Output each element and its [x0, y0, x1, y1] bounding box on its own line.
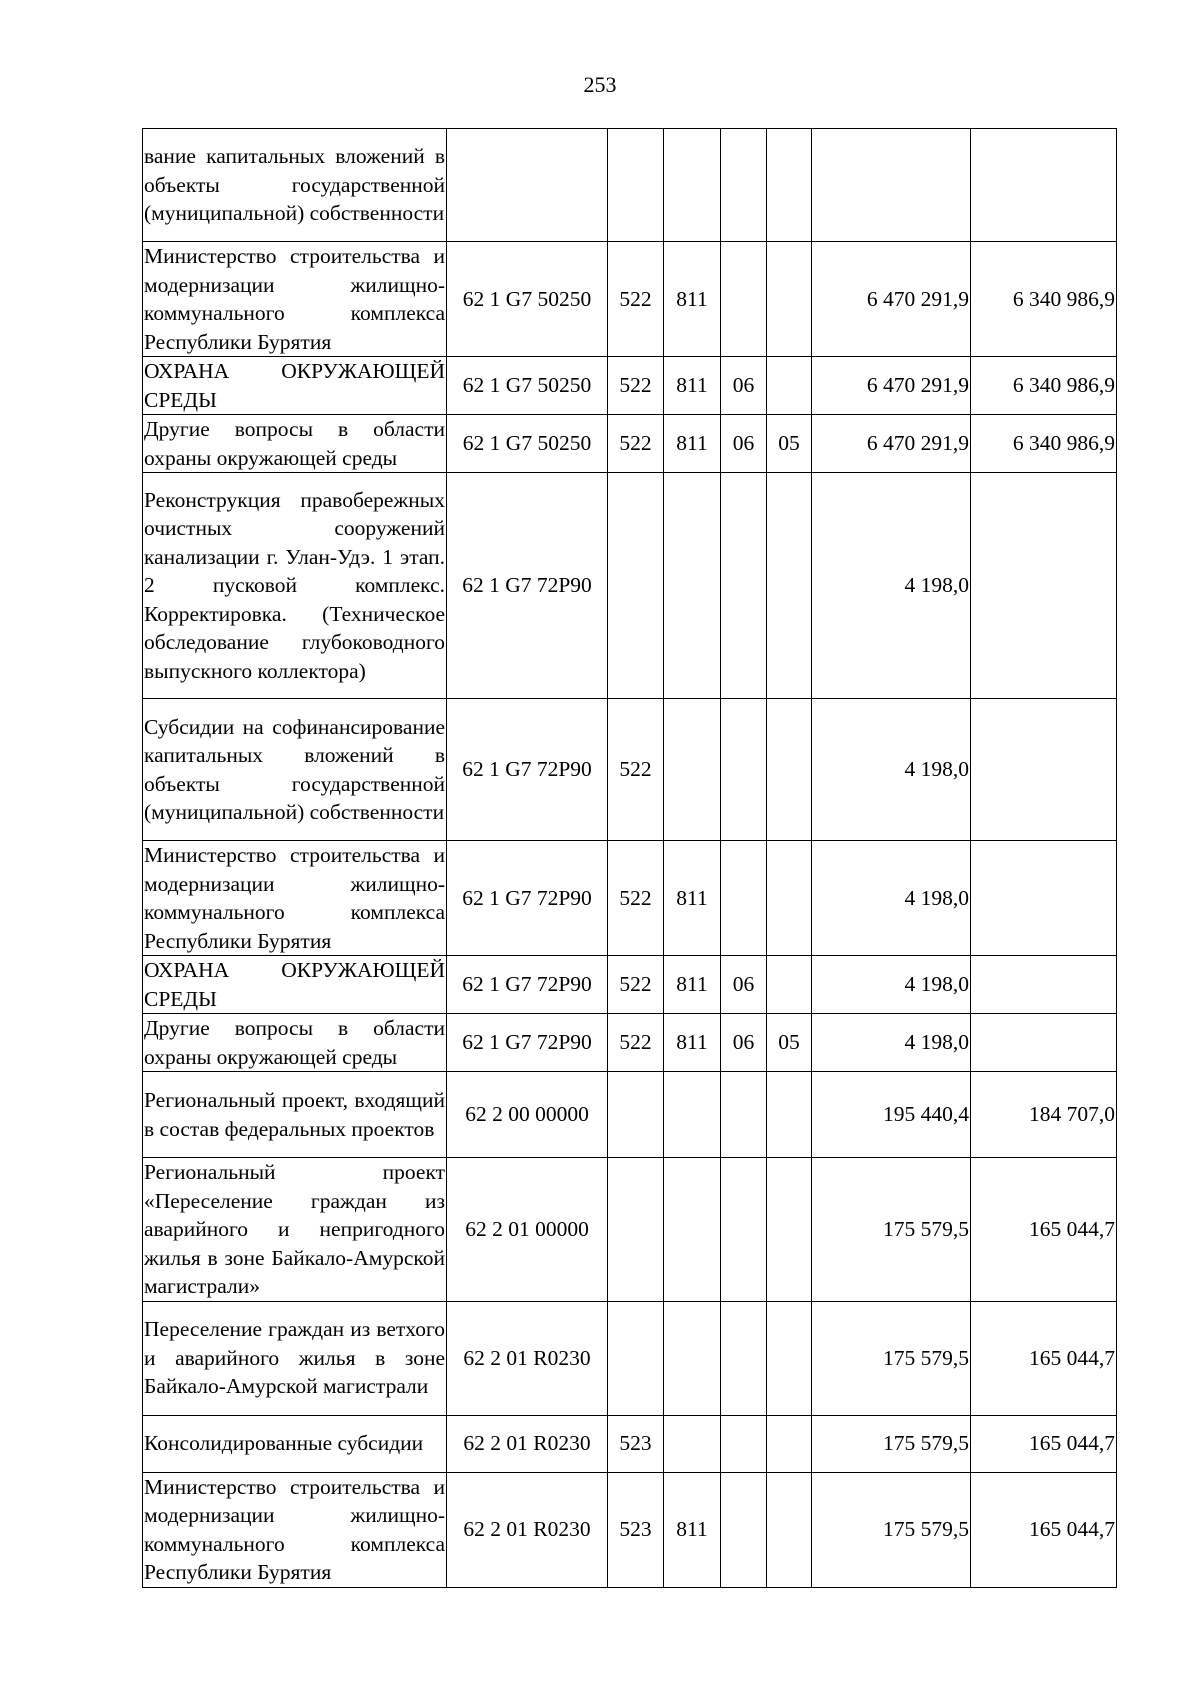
cell-subsection — [767, 1415, 812, 1472]
cell-sum-1: 175 579,5 — [812, 1415, 971, 1472]
cell-sum-2 — [971, 699, 1117, 841]
cell-subsection — [767, 1158, 812, 1302]
cell-expense-type — [608, 1301, 664, 1415]
cell-section: 06 — [721, 415, 767, 473]
table-row — [143, 415, 1117, 473]
cell-section — [721, 1158, 767, 1302]
cell-expense-type — [608, 473, 664, 699]
cell-target-code: 62 1 G7 72P90 — [447, 699, 608, 841]
cell-subsection: 05 — [767, 1014, 812, 1072]
cell-expense-type: 522 — [608, 415, 664, 473]
cell-subsection — [767, 841, 812, 956]
cell-sum-1: 175 579,5 — [812, 1301, 971, 1415]
cell-name: Другие вопросы в области охраны окружающей среды — [143, 1014, 447, 1072]
cell-sum-2: 6 340 986,9 — [971, 415, 1117, 473]
cell-sum-1: 195 440,4 — [812, 1072, 971, 1158]
table-row — [143, 1472, 1117, 1587]
table-row — [143, 841, 1117, 956]
cell-name: Министерство строительства и модернизации жилищно-коммунального комплекса Республики Бурятия — [143, 242, 447, 357]
cell-section — [721, 1301, 767, 1415]
cell-name: Министерство строительства и модернизации жилищно-коммунального комплекса Республики Бурятия — [143, 1472, 447, 1587]
cell-expense-type — [608, 1072, 664, 1158]
cell-subsection — [767, 242, 812, 357]
cell-expense-type: 522 — [608, 956, 664, 1014]
cell-name: Другие вопросы в области охраны окружающей среды — [143, 415, 447, 473]
budget-table — [142, 128, 1117, 1588]
cell-target-code: 62 2 01 R0230 — [447, 1415, 608, 1472]
cell-target-code — [447, 129, 608, 242]
cell-sum-2: 165 044,7 — [971, 1158, 1117, 1302]
page-number: 253 — [583, 72, 617, 97]
cell-name: ОХРАНА ОКРУЖАЮЩЕЙ СРЕДЫ — [143, 956, 447, 1014]
cell-section — [721, 242, 767, 357]
cell-subsection — [767, 129, 812, 242]
cell-name: Реконструкция правобережных очистных сооружений канализации г. Улан-Удэ. 1 этап. 2 пусковой комплекс. Корректировка. (Техническое обследование глубоководного выпускного коллектора) — [143, 473, 447, 699]
cell-grbs: 811 — [664, 1014, 721, 1072]
cell-section: 06 — [721, 1014, 767, 1072]
cell-sum-1: 4 198,0 — [812, 956, 971, 1014]
cell-expense-type: 522 — [608, 1014, 664, 1072]
cell-grbs — [664, 1415, 721, 1472]
table-row — [143, 473, 1117, 699]
cell-sum-1: 4 198,0 — [812, 841, 971, 956]
table-row — [143, 1301, 1117, 1415]
cell-subsection — [767, 1301, 812, 1415]
cell-expense-type — [608, 1158, 664, 1302]
cell-sum-1: 175 579,5 — [812, 1472, 971, 1587]
cell-subsection — [767, 473, 812, 699]
cell-grbs: 811 — [664, 1472, 721, 1587]
cell-grbs: 811 — [664, 956, 721, 1014]
cell-section: 06 — [721, 357, 767, 415]
table-row — [143, 1158, 1117, 1302]
cell-sum-1: 6 470 291,9 — [812, 415, 971, 473]
cell-grbs — [664, 1301, 721, 1415]
cell-target-code: 62 2 01 00000 — [447, 1158, 608, 1302]
cell-name: Субсидии на софинансирование капитальных вложений в объекты государственной (муниципальной) собственности — [143, 699, 447, 841]
cell-sum-1: 6 470 291,9 — [812, 242, 971, 357]
cell-name: Переселение граждан из ветхого и аварийного жилья в зоне Байкало-Амурской магистрали — [143, 1301, 447, 1415]
cell-expense-type: 523 — [608, 1472, 664, 1587]
cell-sum-2 — [971, 956, 1117, 1014]
cell-expense-type: 522 — [608, 242, 664, 357]
cell-section — [721, 841, 767, 956]
cell-sum-1: 4 198,0 — [812, 699, 971, 841]
cell-expense-type: 522 — [608, 357, 664, 415]
cell-target-code: 62 1 G7 50250 — [447, 415, 608, 473]
cell-subsection — [767, 1072, 812, 1158]
cell-name: Региональный проект «Переселение граждан из аварийного и непригодного жилья в зоне Байкало-Амурской магистрали» — [143, 1158, 447, 1302]
cell-section — [721, 1072, 767, 1158]
cell-sum-1: 175 579,5 — [812, 1158, 971, 1302]
cell-name: Региональный проект, входящий в состав федеральных проектов — [143, 1072, 447, 1158]
table-row — [143, 242, 1117, 357]
cell-target-code: 62 1 G7 50250 — [447, 242, 608, 357]
cell-section — [721, 473, 767, 699]
cell-name: Министерство строительства и модернизации жилищно-коммунального комплекса Республики Бурятия — [143, 841, 447, 956]
cell-target-code: 62 2 01 R0230 — [447, 1301, 608, 1415]
cell-sum-1: 4 198,0 — [812, 1014, 971, 1072]
cell-sum-2: 165 044,7 — [971, 1301, 1117, 1415]
cell-target-code: 62 1 G7 72P90 — [447, 1014, 608, 1072]
cell-target-code: 62 1 G7 72P90 — [447, 956, 608, 1014]
table-row — [143, 956, 1117, 1014]
cell-sum-2 — [971, 1014, 1117, 1072]
cell-expense-type: 523 — [608, 1415, 664, 1472]
cell-sum-1: 4 198,0 — [812, 473, 971, 699]
cell-grbs: 811 — [664, 841, 721, 956]
cell-expense-type: 522 — [608, 699, 664, 841]
cell-subsection — [767, 699, 812, 841]
cell-sum-2: 6 340 986,9 — [971, 242, 1117, 357]
table-body — [143, 129, 1117, 1588]
cell-target-code: 62 1 G7 50250 — [447, 357, 608, 415]
cell-section — [721, 129, 767, 242]
cell-subsection — [767, 956, 812, 1014]
cell-sum-1: 6 470 291,9 — [812, 357, 971, 415]
cell-target-code: 62 2 01 R0230 — [447, 1472, 608, 1587]
cell-grbs — [664, 473, 721, 699]
cell-grbs — [664, 1158, 721, 1302]
cell-section — [721, 1415, 767, 1472]
cell-grbs: 811 — [664, 357, 721, 415]
cell-name: вание капитальных вложений в объекты государственной (муниципальной) собственности — [143, 129, 447, 242]
table-row — [143, 1014, 1117, 1072]
cell-sum-2: 165 044,7 — [971, 1472, 1117, 1587]
cell-subsection — [767, 1472, 812, 1587]
cell-name: ОХРАНА ОКРУЖАЮЩЕЙ СРЕДЫ — [143, 357, 447, 415]
cell-name: Консолидированные субсидии — [143, 1415, 447, 1472]
cell-grbs: 811 — [664, 242, 721, 357]
table-row — [143, 1072, 1117, 1158]
cell-sum-2: 6 340 986,9 — [971, 357, 1117, 415]
cell-sum-2 — [971, 841, 1117, 956]
cell-sum-1 — [812, 129, 971, 242]
cell-subsection: 05 — [767, 415, 812, 473]
cell-section — [721, 1472, 767, 1587]
cell-subsection — [767, 357, 812, 415]
cell-section: 06 — [721, 956, 767, 1014]
table-row — [143, 357, 1117, 415]
cell-target-code: 62 2 00 00000 — [447, 1072, 608, 1158]
cell-expense-type — [608, 129, 664, 242]
cell-sum-2 — [971, 473, 1117, 699]
cell-grbs — [664, 129, 721, 242]
cell-sum-2: 184 707,0 — [971, 1072, 1117, 1158]
cell-target-code: 62 1 G7 72P90 — [447, 473, 608, 699]
cell-grbs: 811 — [664, 415, 721, 473]
cell-grbs — [664, 1072, 721, 1158]
cell-sum-2: 165 044,7 — [971, 1415, 1117, 1472]
cell-expense-type: 522 — [608, 841, 664, 956]
table-row — [143, 129, 1117, 242]
cell-grbs — [664, 699, 721, 841]
cell-sum-2 — [971, 129, 1117, 242]
table-row — [143, 1415, 1117, 1472]
table-row — [143, 699, 1117, 841]
cell-section — [721, 699, 767, 841]
cell-target-code: 62 1 G7 72P90 — [447, 841, 608, 956]
